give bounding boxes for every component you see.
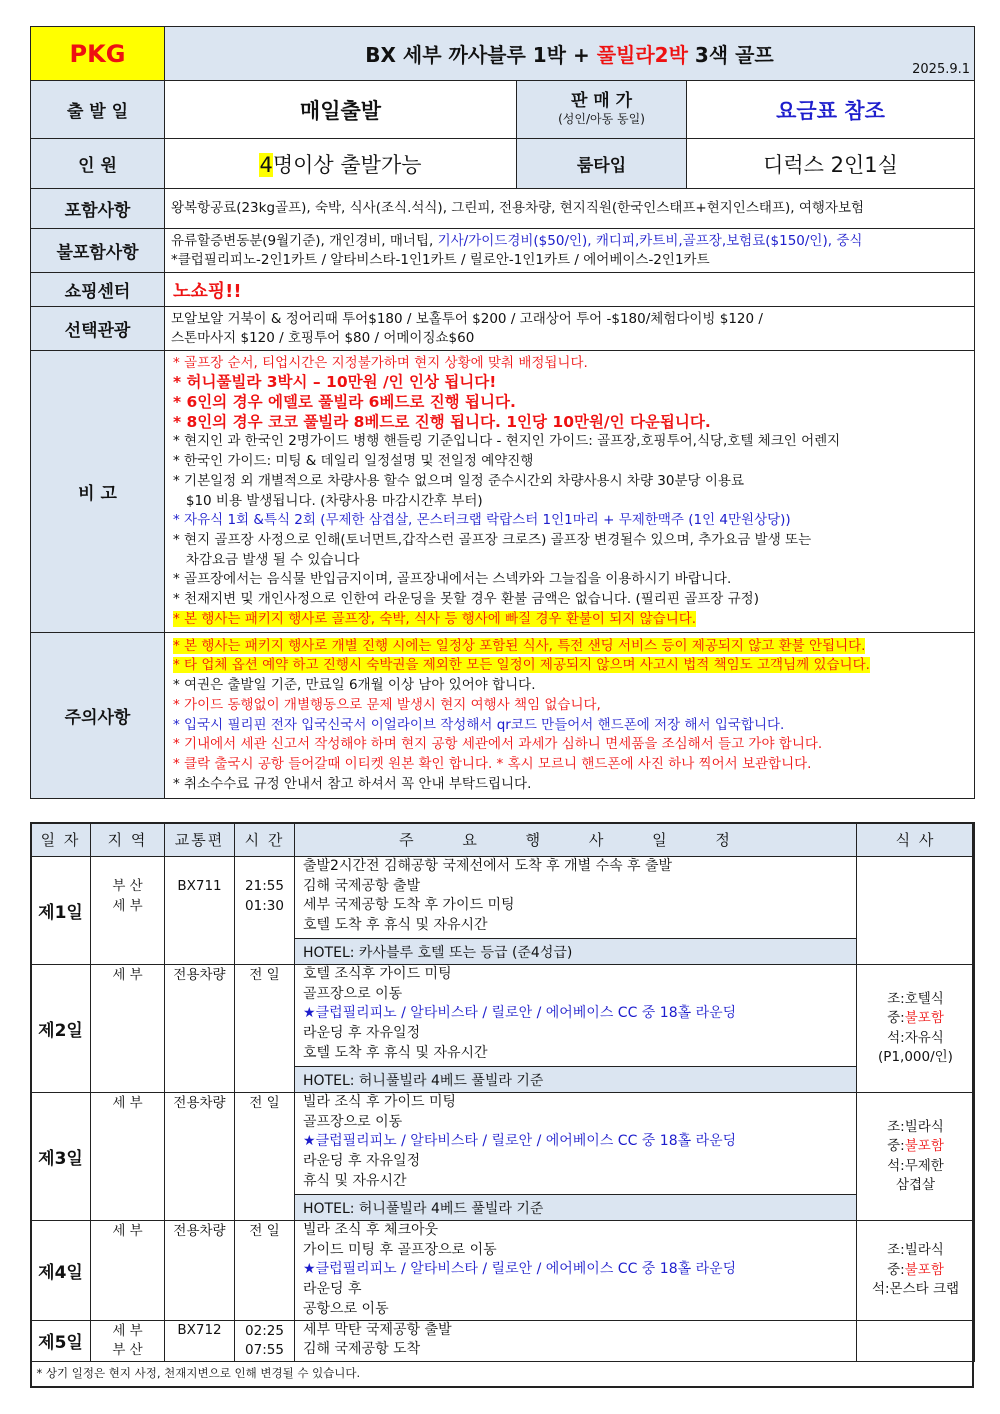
- room-value: 디럭스 2인1실: [687, 139, 975, 189]
- remark-line: [173, 610, 972, 630]
- day-hotel: HOTEL: 허니풀빌라 4베드 풀빌라 기준: [295, 1195, 857, 1221]
- remark-line: * 현지인 과 한국인 2명가이드 병행 핸들링 기준입니다 - 현지인 가이드: 골프장,호핑투어,식당,호텔 체크인 어렌지: [173, 433, 841, 450]
- day-hotel: HOTEL: 카사블루 호텔 또는 등급 (준4성급): [295, 939, 857, 965]
- golf-line: ★클럽필리피노 / 알타비스타 / 릴로안 / 에어베이스 CC 중 18홀 라운딩: [303, 1133, 737, 1150]
- meal-not-included: 불포함: [904, 1010, 944, 1026]
- remark-line: 차감요금 발생 될 수 있습니다: [173, 551, 360, 568]
- price-label: [517, 81, 687, 139]
- schedule-line: 김해 국제공항 도착: [303, 1341, 421, 1358]
- day-schedule: [295, 1221, 857, 1321]
- remark-line: * 허니풀빌라 3박시 – 10만원 /인 인상 됩니다!: [173, 373, 497, 392]
- meal-not-included: 불포함: [904, 1138, 944, 1154]
- caution-line: * 입국시 필리핀 전자 입국신국서 이얼라이브 작성해서 qr코드 만들어서 핸드폰에 저장 해서 입국합니다.: [173, 716, 785, 733]
- day-schedule: [295, 857, 857, 939]
- day-schedule: [295, 965, 857, 1067]
- excluded-text: [165, 229, 975, 273]
- schedule-line: 빌라 조식 후 체크아웃: [303, 1222, 439, 1238]
- day-label: 제1일: [31, 857, 91, 965]
- meal-lunch: 중:: [887, 1138, 905, 1154]
- day-schedule: [295, 1320, 857, 1361]
- meal-not-included: 불포함: [904, 1261, 944, 1278]
- schedule-line: 김해 국제공항 출발: [303, 877, 421, 894]
- remark-line: * 현지 골프장 사정으로 인해(토너먼트,갑작스런 골프장 크로즈) 골프장 변경될수 있으며, 추가요금 발생 또는: [173, 531, 812, 548]
- title-pre: BX 세부 까사블루 1박 +: [365, 43, 597, 67]
- day-transport: 전용차량: [165, 1221, 235, 1321]
- caution-line: [173, 637, 972, 657]
- meal-line: 삼겹살: [895, 1177, 936, 1193]
- header-region: 지 역: [91, 823, 165, 857]
- time-text: 02:25: [245, 1322, 284, 1339]
- time-text: 07:55: [245, 1342, 284, 1359]
- remark-line: * 골프장 순서, 티업시간은 지정불가하며 현지 상황에 맞춰 배정됩니다.: [173, 354, 588, 371]
- remark-line: * 기본일정 외 개별적으로 차량사용 할수 없으며 일정 준수시간외 차량사용시 차량 30분당 이용료: [173, 472, 744, 489]
- schedule-line: 호텔 도착 후 휴식 및 자유시간: [303, 917, 488, 934]
- schedule-line: 출발2시간전 김해공항 국제선에서 도착 후 개별 수속 후 출발: [303, 858, 673, 874]
- day-time: 전 일: [235, 1221, 295, 1321]
- day-meals: [857, 1221, 975, 1321]
- meal-line: (P1,000/인): [878, 1049, 953, 1065]
- remarks-body: [165, 351, 975, 633]
- caution-line: * 여권은 출발일 기준, 만료일 6개월 이상 남아 있어야 합니다.: [173, 677, 536, 694]
- room-label: 룸타입: [517, 139, 687, 189]
- day-time: 전 일: [235, 965, 295, 1093]
- schedule-line: 호텔 도착 후 휴식 및 자유시간: [303, 1044, 488, 1061]
- meal-line: [857, 1137, 974, 1157]
- caution-highlight: * 타 업체 옵션 예약 하고 진행시 숙박권을 제외한 모든 일정이 제공되지 않으며 사고시 법적 책임도 고객님께 있습니다.: [173, 657, 870, 674]
- people-text: 명이상 출발가능: [272, 152, 422, 177]
- departure-label: 출 발 일: [31, 81, 165, 139]
- day-region: 세 부: [91, 965, 165, 1093]
- remark-highlight: * 본 행사는 패키지 행사로 골프장, 숙박, 식사 등 행사에 빠질 경우 환불이 되지 않습니다.: [173, 610, 697, 627]
- schedule-line: 공항으로 이동: [303, 1300, 389, 1317]
- region-text: 부 산: [112, 1342, 143, 1359]
- excluded-line1: 유류할증변동분(9월기준), 개인경비, 매너팁,: [171, 232, 438, 249]
- schedule-line: 빌라 조식 후 가이드 미팅: [303, 1094, 457, 1110]
- title-post: 3색 골프: [687, 43, 774, 67]
- pkg-badge: PKG: [31, 27, 165, 81]
- day-label: 제5일: [31, 1320, 91, 1361]
- day-label: 제4일: [31, 1221, 91, 1321]
- day-schedule: [295, 1093, 857, 1195]
- title-highlight: 풀빌라2박: [596, 43, 688, 67]
- meal-line: 석:무제한: [887, 1157, 944, 1174]
- day-meals: [857, 1320, 975, 1361]
- cautions-label: 주의사항: [31, 633, 165, 799]
- region-text: 세 부: [112, 897, 143, 914]
- remark-line: * 자유식 1회 &특식 2회 (무제한 삼겹살, 몬스터크랩 락랍스터 1인1마리 + 무제한맥주 (1인 4만원상당)): [173, 512, 791, 529]
- departure-value: 매일출발: [165, 81, 517, 139]
- package-title: [165, 27, 975, 81]
- day-meals: [857, 965, 975, 1093]
- meal-line: 석:자유식: [887, 1029, 944, 1046]
- remark-line: * 한국인 가이드: 미팅 & 데일리 일정설명 및 전일정 예약진행: [173, 453, 534, 470]
- day-region: [91, 857, 165, 965]
- people-value: [165, 139, 517, 189]
- meal-line: [857, 1261, 974, 1281]
- price-label-text: 판 매 가: [570, 90, 633, 111]
- schedule-line: 라운딩 후 자유일정: [303, 1025, 421, 1042]
- golf-line: ★클럽필리피노 / 알타비스타 / 릴로안 / 에어베이스 CC 중 18홀 라운딩: [303, 1261, 737, 1278]
- day-label: 제2일: [31, 965, 91, 1093]
- price-sub: (성인/아동 동일): [558, 111, 645, 126]
- meal-line: 조:호텔식: [887, 990, 944, 1007]
- included-label: 포함사항: [31, 189, 165, 229]
- header-transport: 교통편: [165, 823, 235, 857]
- meal-line: 조:빌라식: [887, 1118, 944, 1135]
- day-time: [235, 1320, 295, 1361]
- day-meals: [857, 857, 975, 965]
- header-schedule: 주 요 행 사 일 정: [295, 823, 857, 857]
- meal-line: 석:몬스타 크랩: [871, 1281, 960, 1297]
- header-time: 시 간: [235, 823, 295, 857]
- region-text: 부 산: [112, 878, 143, 894]
- remark-line: * 골프장에서는 음식물 반입금지이며, 골프장내에서는 스넥카와 그늘집을 이용하시기 바랍니다.: [173, 571, 732, 588]
- optional-line2: 스톤마사지 $120 / 호핑투어 $80 / 어메이징쇼$60: [171, 329, 475, 346]
- excluded-label: 불포함사항: [31, 229, 165, 273]
- day-region: 세 부: [91, 1093, 165, 1221]
- remark-line: * 8인의 경우 코코 풀빌라 8베드로 진행 됩니다. 1인당 10만원/인 다운됩니다.: [173, 412, 711, 431]
- day-region: [91, 1320, 165, 1361]
- meal-lunch: 중:: [887, 1010, 905, 1026]
- time-text: 21:55: [245, 878, 284, 894]
- info-table: [30, 26, 975, 799]
- remarks-label: 비 고: [31, 351, 165, 633]
- region-text: 세 부: [112, 1322, 143, 1339]
- day-time: [235, 857, 295, 965]
- schedule-line: 세부 국제공항 도착 후 가이드 미팅: [303, 897, 515, 914]
- remark-line: $10 비용 발생됩니다. (차량사용 마감시간후 부터): [173, 492, 483, 509]
- meal-line: [857, 1009, 974, 1029]
- day-transport: BX712: [165, 1320, 235, 1361]
- schedule-line: 가이드 미팅 후 골프장으로 이동: [303, 1241, 497, 1258]
- day-transport: 전용차량: [165, 1093, 235, 1221]
- day-hotel: HOTEL: 허니풀빌라 4베드 풀빌라 기준: [295, 1067, 857, 1093]
- day-transport: 전용차량: [165, 965, 235, 1093]
- shopping-label: 쇼핑센터: [31, 273, 165, 307]
- meal-lunch: 중:: [887, 1261, 905, 1278]
- header-date: 일 자: [31, 823, 91, 857]
- optional-label: 선택관광: [31, 307, 165, 351]
- itinerary-footnote: * 상기 일정은 현지 사정, 천재지변으로 인해 변경될 수 있습니다.: [36, 1365, 361, 1380]
- included-text: 왕복항공료(23kg골프), 숙박, 식사(조식.석식), 그린피, 전용차량, 현지직원(한국인스태프+현지인스태프), 여행자보험: [165, 189, 975, 229]
- caution-line: * 가이드 동행없이 개별행동으로 문제 발생시 현지 여행사 책임 없습니다,: [173, 696, 601, 713]
- schedule-line: 라운딩 후 자유일정: [303, 1153, 421, 1170]
- people-num: 4: [259, 152, 273, 177]
- schedule-line: 골프장으로 이동: [303, 1113, 403, 1130]
- schedule-line: 골프장으로 이동: [303, 985, 403, 1002]
- shopping-value: 노쇼핑!!: [165, 273, 975, 307]
- caution-line: * 기내에서 세관 신고서 작성해야 하며 현지 공항 세관에서 과세가 심하니 면세품을 조심해서 들고 가야 합니다.: [173, 736, 823, 753]
- cautions-body: [165, 633, 975, 799]
- schedule-line: 세부 막탄 국제공항 출발: [303, 1321, 452, 1338]
- golf-line: ★클럽필리피노 / 알타비스타 / 릴로안 / 에어베이스 CC 중 18홀 라운딩: [303, 1005, 737, 1022]
- schedule-line: 라운딩 후: [303, 1281, 362, 1298]
- people-label: 인 원: [31, 139, 165, 189]
- caution-highlight: * 본 행사는 패키지 행사로 개별 진행 시에는 일정상 포함된 식사, 특전 샌딩 서비스 등이 제공되지 않고 환불 안됩니다.: [173, 637, 866, 654]
- caution-line: * 취소수수료 규정 안내서 참고 하셔서 꼭 안내 부탁드립니다.: [173, 775, 532, 792]
- optional-text: [165, 307, 975, 351]
- schedule-line: 호텔 조식후 가이드 미팅: [303, 966, 452, 982]
- price-value: 요금표 참조: [687, 81, 975, 139]
- remark-line: * 천재지변 및 개인사정으로 인한여 라운딩을 못할 경우 환불 금액은 없습니다. (필리핀 골프장 규정): [173, 591, 759, 608]
- excluded-line1-blue: 기사/가이드경비($50/인), 캐디피,카트비,골프장,보험료($150/인), 중식: [437, 232, 863, 249]
- schedule-line: 휴식 및 자유시간: [303, 1172, 407, 1189]
- excluded-line2: *클럽필리피노-2인1카트 / 알타비스타-1인1카트 / 릴로안-1인1카트 / 에어베이스-2인1카트: [171, 251, 710, 268]
- optional-line1: 모알보알 거북이 & 정어리때 투어$180 / 보홀투어 $200 / 고래상어 투어 -$180/체험다이빙 $120 /: [171, 310, 763, 327]
- header-meals: 식 사: [857, 823, 975, 857]
- day-label: 제3일: [31, 1093, 91, 1221]
- day-transport: BX711: [165, 857, 235, 965]
- meal-line: 조:빌라식: [887, 1242, 944, 1258]
- day-region: 세 부: [91, 1221, 165, 1321]
- day-meals: [857, 1093, 975, 1221]
- day-time: 전 일: [235, 1093, 295, 1221]
- issue-date: 2025.9.1: [912, 62, 971, 77]
- caution-line: [173, 656, 972, 676]
- remark-line: * 6인의 경우 에델로 풀빌라 6베드로 진행 됩니다.: [173, 392, 516, 411]
- time-text: 01:30: [245, 897, 284, 914]
- caution-line: * 클락 출국시 공항 들어갈때 이티켓 원본 확인 합니다. * 혹시 모르니 핸드폰에 사진 하나 찍어서 보관합니다.: [173, 755, 812, 772]
- itinerary-table: [30, 822, 975, 1384]
